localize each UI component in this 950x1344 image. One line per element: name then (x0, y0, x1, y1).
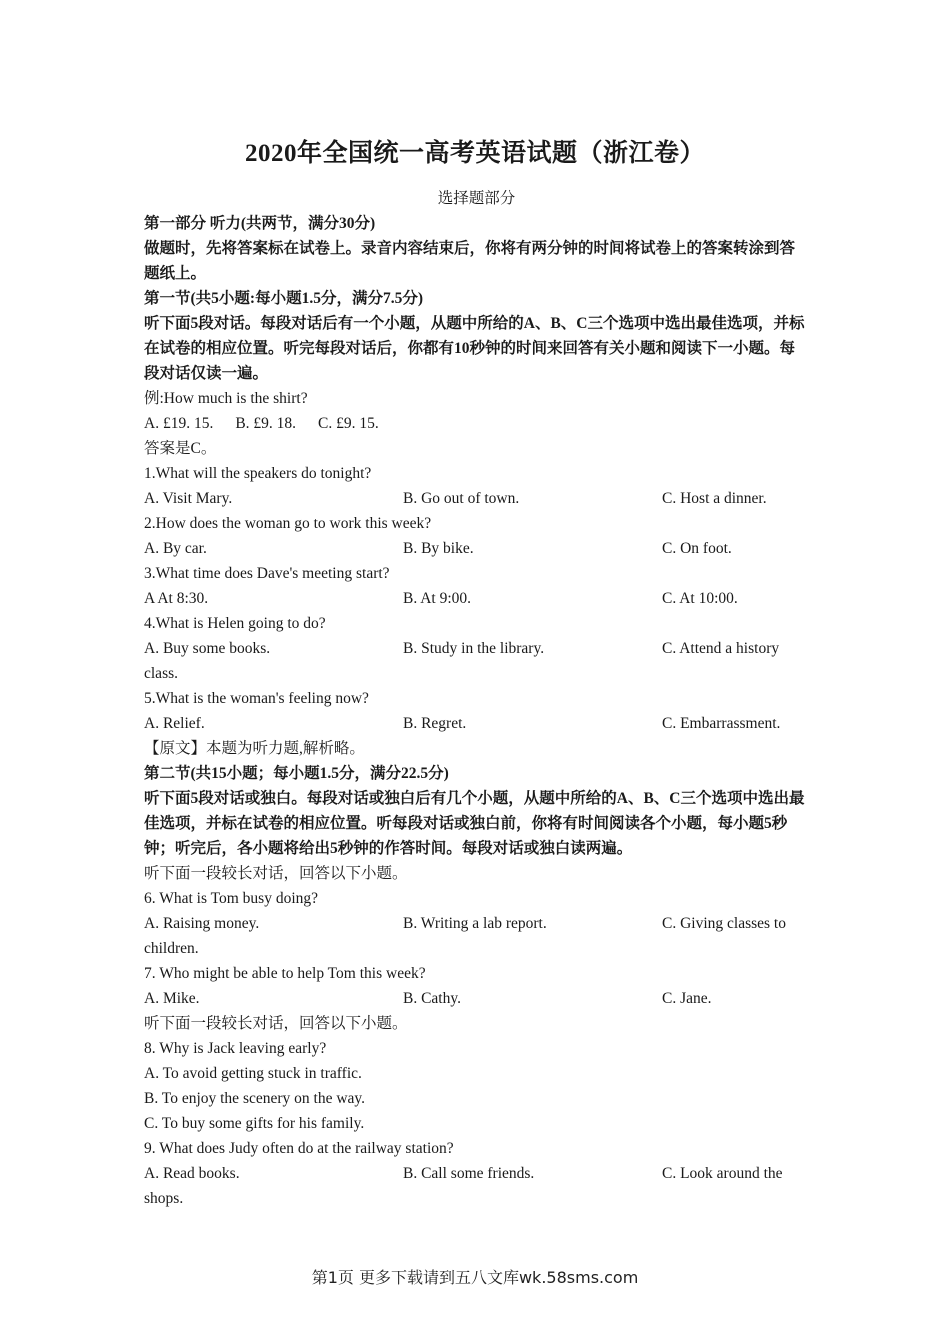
question-text: 9. What does Judy often do at the railway station? (144, 1140, 454, 1157)
option-c: C. Host a dinner. (662, 490, 767, 507)
part1-heading: 第一部分 听力(共两节，满分30分) (144, 215, 376, 232)
question-options (144, 636, 809, 661)
section1-heading: 第一节(共5小题:每小题1.5分，满分7.5分) (144, 290, 423, 307)
option-c: C. On foot. (662, 540, 732, 557)
question-text: 2.How does the woman go to work this week? (144, 515, 432, 532)
option-a: A. Relief. (144, 715, 205, 732)
section-heading: 选择题部分 (437, 190, 516, 207)
question-options (144, 986, 809, 1011)
question-options (144, 536, 809, 561)
option-b: B. Call some friends. (403, 1165, 535, 1182)
part1-instruction: 做题时，先将答案标在试卷上。录音内容结束后，你将有两分钟的时间将试卷上的答案转涂到答题纸上。 (144, 240, 796, 282)
option-a: A. Visit Mary. (144, 490, 233, 507)
option-a: A. To avoid getting stuck in traffic. (144, 1065, 362, 1082)
option-b: B. Regret. (403, 715, 467, 732)
original-note: 【原文】本题为听力题,解析略。 (144, 740, 365, 757)
option-c: C. Embarrassment. (662, 715, 781, 732)
question-options (144, 711, 809, 736)
option-a: A. Buy some books. (144, 640, 271, 657)
option-continuation: shops. (144, 1190, 184, 1207)
question-options (144, 1161, 809, 1186)
option-b: B. Cathy. (403, 990, 461, 1007)
option-a: A. Read books. (144, 1165, 240, 1182)
option-b: B. By bike. (403, 540, 474, 557)
example-option-b: B. £9. 18. (235, 415, 297, 432)
example-option-c: C. £9. 15. (318, 415, 379, 432)
question-text: 5.What is the woman's feeling now? (144, 690, 369, 707)
section2-heading: 第二节(共15小题；每小题1.5分，满分22.5分) (144, 765, 449, 782)
example-options (144, 411, 809, 436)
option-b: B. Writing a lab report. (403, 915, 547, 932)
question-text: 1.What will the speakers do tonight? (144, 465, 372, 482)
question-options (144, 586, 809, 611)
exam-content (144, 186, 809, 1211)
example-question: 例:How much is the shirt? (144, 390, 308, 407)
listen-instruction: 听下面一段较长对话，回答以下小题。 (144, 1015, 408, 1032)
section2-instruction: 听下面5段对话或独白。每段对话或独白后有几个小题，从题中所给的A、B、C三个选项中选出最佳选项，并标在试卷的相应位置。听每段对话或独白前，你将有时间阅读各个小题，每小题5秒钟；听完后，各小题将给出5秒钟的作答时间。每段对话或独白读两遍。 (144, 790, 805, 857)
question-text: 6. What is Tom busy doing? (144, 890, 319, 907)
option-a: A. Mike. (144, 990, 200, 1007)
page-footer: 第1页 更多下载请到五八文库wk.58sms.com (311, 1268, 639, 1287)
example-answer: 答案是C。 (144, 440, 217, 457)
question-text: 8. Why is Jack leaving early? (144, 1040, 327, 1057)
option-b: B. Go out of town. (403, 490, 520, 507)
page-title: 2020年全国统一高考英语试题（浙江卷） (244, 140, 705, 167)
option-continuation: children. (144, 940, 199, 957)
example-option-a: A. £19. 15. (144, 415, 214, 432)
option-b: B. Study in the library. (403, 640, 545, 657)
section1-instruction: 听下面5段对话。每段对话后有一个小题，从题中所给的A、B、C三个选项中选出最佳选项，并标在试卷的相应位置。听完每段对话后，你都有10秒钟的时间来回答有关小题和阅读下一小题。每段对话仅读一遍。 (144, 315, 805, 382)
question-options (144, 486, 809, 511)
listen-instruction: 听下面一段较长对话，回答以下小题。 (144, 865, 408, 882)
option-continuation: class. (144, 665, 179, 682)
option-c: C. Attend a history (662, 640, 780, 657)
option-b: B. At 9:00. (403, 590, 472, 607)
option-a: A. By car. (144, 540, 207, 557)
option-c: C. Giving classes to (662, 915, 786, 932)
option-c: C. To buy some gifts for his family. (144, 1115, 365, 1132)
question-text: 7. Who might be able to help Tom this week? (144, 965, 426, 982)
option-a: A At 8:30. (144, 590, 209, 607)
option-c: C. Jane. (662, 990, 712, 1007)
question-options (144, 911, 809, 936)
question-text: 3.What time does Dave's meeting start? (144, 565, 390, 582)
question-text: 4.What is Helen going to do? (144, 615, 326, 632)
questions-1-5 (144, 461, 809, 736)
option-c: C. Look around the (662, 1165, 783, 1182)
option-c: C. At 10:00. (662, 590, 738, 607)
option-b: B. To enjoy the scenery on the way. (144, 1090, 366, 1107)
option-a: A. Raising money. (144, 915, 260, 932)
